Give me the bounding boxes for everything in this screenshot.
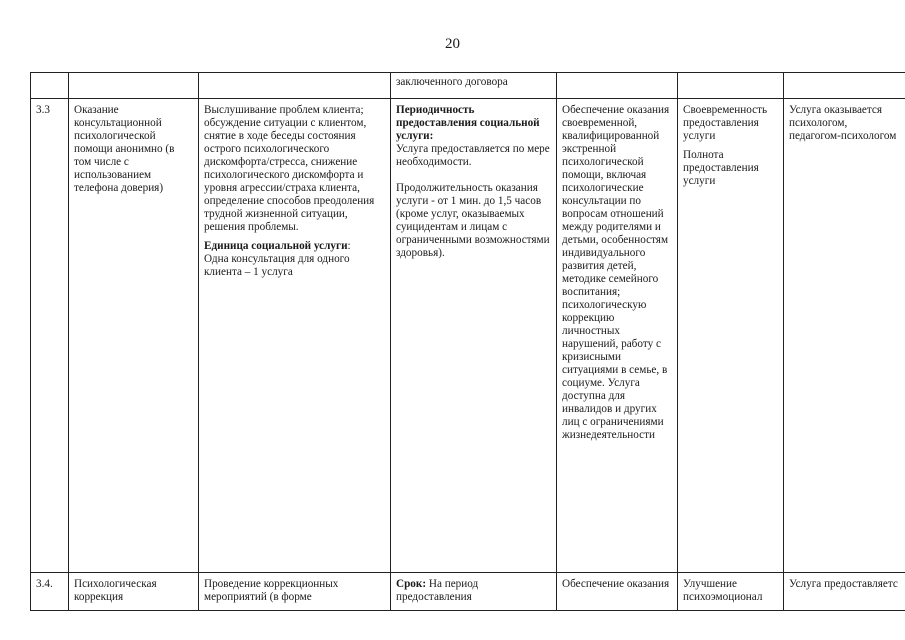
table-row-continuation <box>31 73 905 99</box>
cell-num: 3.4. <box>31 573 69 611</box>
period-label: Периодичность предоставления социальной услуги: <box>396 104 540 142</box>
cell-provider: Услуга предоставляетс <box>784 573 905 611</box>
table-row-3-3 <box>31 99 905 573</box>
cell-name <box>69 73 199 99</box>
indicator-timeliness: Своевременность предоставления услуги <box>683 104 768 142</box>
service-description: Выслушивание проблем клиента; обсуждение ситуации с клиентом, снятие в ходе беседы состояния острого психологического дискомфорта/стресса, снижение психологического дискомфорта и уровня агрессии/страха клиента, определение способов преодоления трудной жизненной ситуации, решения проблемы. <box>204 104 375 233</box>
cell-indicators <box>678 73 784 99</box>
duration-text: Продолжительность оказания услуги - от 1 мин. до 1,5 часов (кроме услуг, оказываемых суицидентам и лицам с ограниченными возможностями здоровья). <box>396 182 550 259</box>
unit-text: Одна консультация для одного клиента – 1 услуга <box>204 253 350 278</box>
page-number: 20 <box>445 36 460 52</box>
cell-conditions: Обеспечение оказания <box>557 573 678 611</box>
period-text: Услуга предоставляется по мере необходимости. <box>396 143 550 168</box>
cell-period <box>391 573 557 611</box>
cell-description <box>199 99 391 573</box>
period-text: На период предоставления <box>396 578 479 603</box>
period-label: Срок: <box>396 578 427 590</box>
cell-description: Проведение коррекционных мероприятий (в форме <box>199 573 391 611</box>
table-row-3-4 <box>31 573 905 611</box>
indicator-completeness: Полнота предоставления услуги <box>683 149 759 187</box>
cell-conditions: Обеспечение оказания своевременной, квалифицированной экстренной психологической помощи, включая психологические консультации по вопросам отношений между родителями и детьми, особенностям индивидуального развития детей, методике семейного воспитания; психологическую коррекцию личностных нарушений, работу с кризисными ситуациями в семье, в социуме. Услуга доступна для инвалидов и других лиц с ограничениями жизнедеятельности <box>557 99 678 573</box>
unit-label: Единица социальной услуги <box>204 240 348 252</box>
cell-conditions <box>557 73 678 99</box>
cell-period <box>391 99 557 573</box>
cell-name: Психологическая коррекция <box>69 573 199 611</box>
service-unit: Единица социальной услуги: Одна консультация для одного клиента – 1 услуга <box>204 240 351 278</box>
cell-indicators: Улучшение психоэмоционал <box>678 573 784 611</box>
cell-num: 3.3 <box>31 99 69 573</box>
cell-description <box>199 73 391 99</box>
services-table <box>30 72 905 611</box>
cell-name: Оказание консультационной психологической помощи анонимно (в том числе с использованием телефона доверия) <box>69 99 199 573</box>
cell-period: заключенного договора <box>391 73 557 99</box>
cell-provider <box>784 73 905 99</box>
cell-provider: Услуга оказывается психологом, педагогом-психологом <box>784 99 905 573</box>
cell-num <box>31 73 69 99</box>
cell-indicators <box>678 99 784 573</box>
